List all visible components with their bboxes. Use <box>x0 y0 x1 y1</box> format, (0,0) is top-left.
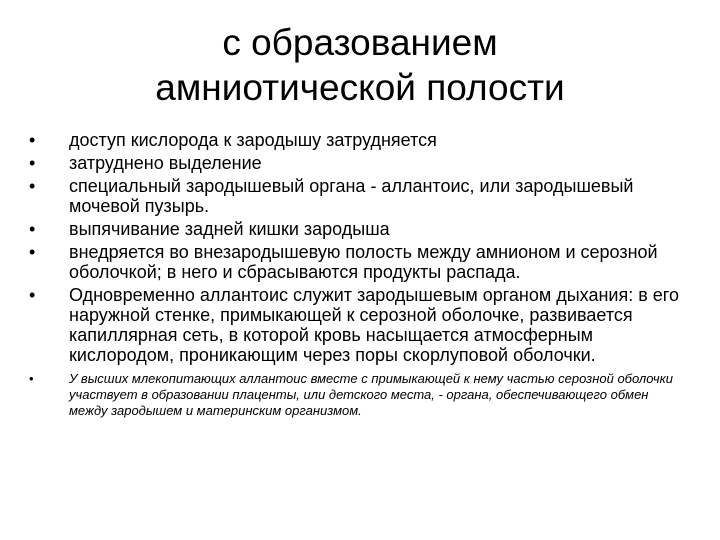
slide-title-line-2: амниотической полости <box>155 67 565 108</box>
bullet-text: У высших млекопитающих аллантоис вместе с примыкающей к нему частью серозной оболочки участвует в образовании плаценты, или детского места, - органа, обеспечивающего обмен между зародышем и материнским организмом. <box>69 371 674 418</box>
bullet-item-oxygen-access <box>29 130 689 150</box>
bullet-item-excretion <box>29 153 689 173</box>
bullet-text: Одновременно аллантоис служит зародышевым органом дыхания: в его наружной стенке, примыкающей к серозной оболочке, развивается капиллярная сеть, в которой кровь насыщается атмосферным кислородом, проникающим через поры скорлуповой оболочки. <box>69 285 679 365</box>
bullet-text: внедряется во внезародышевую полость между амнионом и серозной оболочкой; в него и сбрасываются продукты распада. <box>69 242 658 282</box>
bullet-dot-icon: • <box>29 242 36 262</box>
bullet-item-respiration <box>29 285 689 365</box>
bullet-text: доступ кислорода к зародышу затрудняется <box>69 130 437 150</box>
bullet-list <box>29 130 689 422</box>
bullet-dot-icon: • <box>29 153 36 173</box>
bullet-dot-icon: • <box>29 371 34 386</box>
bullet-text: затруднено выделение <box>69 153 262 173</box>
slide-title-line-1: с образованием <box>222 22 498 63</box>
bullet-dot-icon: • <box>29 176 36 196</box>
bullet-item-placenta-note <box>29 371 689 419</box>
bullet-dot-icon: • <box>29 219 36 239</box>
bullet-dot-icon: • <box>29 285 36 305</box>
bullet-item-allantois <box>29 176 689 216</box>
bullet-item-extraembryonic-cavity <box>29 242 689 282</box>
slide-title <box>60 20 660 110</box>
bullet-text: специальный зародышевый органа - аллантоис, или зародышевый мочевой пузырь. <box>69 176 634 216</box>
bullet-dot-icon: • <box>29 130 36 150</box>
bullet-item-hindgut <box>29 219 689 239</box>
bullet-text: выпячивание задней кишки зародыша <box>69 219 390 239</box>
